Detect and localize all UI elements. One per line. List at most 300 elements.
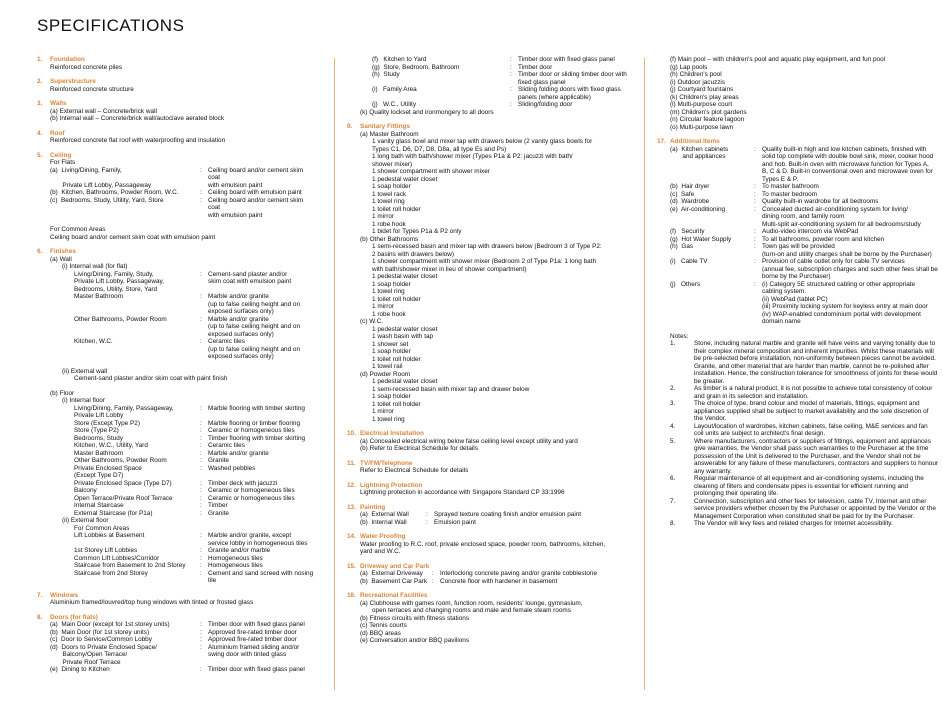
- spec-value: Layout/location of wardrobes, kitchen cabinets, false ceiling, M&E services and fan coil units are subject to architect's final design.: [694, 422, 928, 437]
- spec-label: (a) External Wall: [360, 511, 409, 518]
- spec-label: Bedrooms, Study: [74, 434, 124, 442]
- spec-colon: :: [200, 479, 202, 487]
- spec-text: 1 pedestal water closet: [372, 175, 438, 183]
- spec-row: [657, 288, 939, 296]
- spacer: [347, 453, 629, 460]
- spec-colon: :: [754, 183, 756, 190]
- spec-row: [37, 487, 317, 495]
- spec-value: The Vendor will levy fees and related charges for Internet accessibility.: [694, 520, 893, 527]
- spec-label: (c) Door to Service/Common Lobby: [50, 636, 152, 643]
- spec-value: Granite: [208, 457, 229, 464]
- spec-row: [657, 213, 939, 221]
- spec-label: Bedrooms, Utility, Store, Yard: [74, 285, 158, 293]
- spec-label: (g) Store, Bedroom, Bathroom: [372, 63, 460, 71]
- spec-text: Reinforced concrete flat roof with waterproofing and insulation: [50, 137, 226, 144]
- spec-colon: [754, 168, 762, 176]
- spec-row: [37, 570, 317, 585]
- spec-row: [657, 258, 939, 266]
- spec-colon: :: [200, 547, 202, 554]
- spec-value: Stone, including natural marble and granite will have veins and varying tonality due to their complex mineral composition and inherent impurities. Whilst these materials will be pre-selected before installation, non-uniformity between pieces cannot be avoided. Granite, and other material that are harder than marble, cannot be re-polished after installation. Hence, the construction tolerance for smoothness of joints for these would be greater.: [694, 340, 938, 385]
- spec-value: Marble and/or granite: [208, 449, 269, 457]
- spec-text: 1 shower set: [372, 340, 409, 348]
- spec-text: with bath/shower mixer in lieu of shower compartment): [372, 265, 527, 273]
- spec-value: Quality built-in wardrobe for all bedrooms: [762, 198, 879, 205]
- spec-colon: :: [200, 196, 202, 204]
- spacer: [37, 361, 317, 368]
- spec-text: (g) Lap pools: [670, 63, 708, 71]
- spec-text: 1 vanity glass bowl and mixer tap with drawers below (2 vanity glass bowls for: [372, 138, 593, 145]
- spec-value: Marble flooring or timber flooring: [208, 419, 300, 427]
- spec-value: Connection, subscription and other fees for television, cable TV, Internet and other service providers whether chosen by the Purchaser or appointed by the Vendor or the Management Corporation when constituted shall be paid for by the Purchaser.: [694, 497, 936, 520]
- spec-label: (g) Hot Water Supply: [670, 235, 732, 243]
- spec-row: [347, 56, 629, 64]
- section-number: 9.: [347, 123, 353, 130]
- spec-row: [37, 435, 317, 443]
- spec-row: [657, 340, 939, 385]
- section-heading: [347, 533, 629, 541]
- spec-colon: :: [200, 449, 202, 457]
- spec-colon: :: [200, 666, 202, 673]
- section-number: 5.: [37, 151, 43, 159]
- spec-row: [657, 475, 939, 498]
- spec-label: [670, 288, 754, 296]
- section-number: 1.: [37, 56, 43, 63]
- section-number: 2.: [37, 78, 43, 85]
- spec-colon: [200, 286, 208, 294]
- spec-colon: :: [754, 280, 756, 288]
- spec-label: Master Bathroom: [74, 293, 124, 300]
- spec-label: (i) Cable TV: [670, 258, 708, 265]
- spec-value: [208, 472, 317, 480]
- spec-label: Kitchen, W.C., Utility, Yard: [74, 442, 148, 449]
- spec-value: domain name: [762, 318, 801, 325]
- spec-text: (j) Courtyard fountains: [670, 86, 734, 93]
- spec-text: (k) Children's play areas: [670, 93, 739, 101]
- spec-label: [670, 296, 754, 304]
- spec-row: [657, 153, 939, 161]
- spec-row: [37, 621, 317, 629]
- spacer: [657, 131, 939, 138]
- spec-label: Private Roof Terrace: [50, 658, 121, 666]
- spec-label: (e) Dining to Kitchen: [50, 666, 110, 673]
- spec-label: Lift Lobbies at Basement: [74, 532, 145, 539]
- spec-row: [347, 94, 629, 102]
- spec-value: Sliding/folding door: [518, 101, 573, 108]
- spec-colon: [200, 323, 208, 331]
- spec-label: [670, 168, 754, 176]
- spec-colon: [754, 266, 762, 274]
- spec-colon: [200, 212, 208, 220]
- spec-text: 1 robe hook: [372, 310, 406, 318]
- spec-colon: :: [754, 190, 756, 198]
- spec-value: swing door with tinted glass: [208, 651, 287, 658]
- spec-row: [37, 278, 317, 286]
- spec-text: (b) Refer to Electrical Schedule for details: [360, 445, 478, 452]
- spec-text: 1 soap holder: [372, 393, 411, 400]
- section-number: 11.: [347, 459, 356, 467]
- spec-value: Timber deck with jacuzzi: [208, 479, 278, 487]
- spec-row: [37, 555, 317, 563]
- spec-label: (a) Kitchen cabinets: [670, 145, 729, 153]
- spec-colon: [510, 79, 518, 87]
- spec-text: 1 semi-recessed basin and mixer tap with drawers below (Bedroom 3 of Type P2:: [372, 243, 602, 250]
- spec-label: Private Enclosed Space: [74, 464, 142, 472]
- spec-colon: :: [510, 63, 512, 71]
- spacer: [37, 241, 317, 248]
- spec-row: [657, 273, 939, 281]
- spec-colon: [754, 296, 762, 304]
- spec-value: dining room, and family room: [762, 213, 845, 220]
- spec-colon: :: [200, 166, 202, 174]
- spec-row: [37, 301, 317, 309]
- spacer: [347, 556, 629, 563]
- section-heading: [347, 482, 629, 490]
- spec-row: [657, 206, 939, 214]
- spec-row: [37, 293, 317, 301]
- spec-row: [37, 636, 317, 644]
- spec-row: [37, 197, 317, 212]
- spec-text: 1 mirror: [372, 303, 395, 310]
- spec-value: Approved fire-rated timber door: [208, 628, 297, 636]
- spec-value: Washed pebbles: [208, 464, 256, 472]
- spec-text: 2 basins with drawers below): [372, 250, 455, 258]
- section-heading: [347, 123, 629, 131]
- spec-text: (h) Children's pool: [670, 71, 722, 78]
- section-number: 10.: [347, 430, 356, 437]
- spec-label: [372, 94, 510, 102]
- spec-colon: [754, 153, 762, 161]
- spacer: [37, 585, 317, 592]
- section-number: 15.: [347, 562, 356, 570]
- spec-value: Cement-sand plaster and/or: [208, 270, 288, 278]
- spec-colon: :: [426, 511, 428, 518]
- spec-label: (c) Safe: [670, 190, 695, 198]
- spec-colon: :: [200, 315, 202, 323]
- spec-row: [657, 400, 939, 423]
- spec-text: For Common Areas: [50, 226, 106, 233]
- spec-label: Living/Dining, Family, Passageway,: [74, 404, 174, 412]
- spec-value: Homogeneous tiles: [208, 554, 263, 562]
- spec-text: 1 mirror: [372, 213, 395, 220]
- spec-colon: :: [200, 464, 202, 472]
- spec-row: [37, 346, 317, 354]
- spec-value: (up to false ceiling height and on: [208, 323, 301, 330]
- spec-text: Refer to Electrical Schedule for details: [360, 467, 469, 474]
- spec-label: (f) Security: [670, 228, 705, 235]
- spec-value: Aluminium framed sliding and/or: [208, 643, 300, 651]
- spec-colon: :: [200, 628, 202, 636]
- spec-colon: [754, 311, 762, 319]
- spec-row: [347, 519, 629, 527]
- spec-colon: :: [754, 258, 756, 265]
- spec-text: Reinforced concrete piles: [50, 63, 123, 71]
- spec-row: [657, 520, 939, 528]
- spec-value: Sliding folding doors with fixed glass: [518, 86, 621, 93]
- spec-colon: :: [510, 86, 512, 93]
- spec-row: [347, 79, 629, 87]
- spacer: [347, 475, 629, 482]
- spec-colon: [686, 385, 694, 400]
- spec-value: To master bedroom: [762, 190, 818, 198]
- spec-value: Provision of cable outlet only for cable TV services: [762, 258, 905, 265]
- spec-label: (h) Gas: [670, 243, 694, 250]
- spec-text: (a) Master Bathroom: [360, 130, 419, 138]
- spec-label: 7.: [670, 497, 676, 505]
- spec-value: (annual fee, subscription charges and such other fees shall be: [762, 265, 938, 273]
- spec-value: Timber door or sliding timber door with: [518, 71, 627, 78]
- spec-label: (Except Type D7): [74, 472, 124, 479]
- spec-label: (e) Air-conditioning: [670, 205, 726, 213]
- spec-row: [37, 495, 317, 503]
- spec-label: Staircase from 2nd Storey: [74, 569, 148, 577]
- spec-colon: :: [754, 198, 756, 205]
- spec-row: [37, 420, 317, 428]
- spec-text: (a) Concealed electrical wiring below false ceiling level except utility and yard: [360, 437, 578, 445]
- spec-row: [37, 510, 317, 518]
- spec-colon: [754, 251, 762, 259]
- spec-text: (b) Fitness circuits with fitness stations: [360, 614, 470, 622]
- spec-value: Types E & P.: [762, 175, 799, 183]
- section-title: Ceiling: [50, 151, 72, 159]
- spacer: [37, 607, 317, 614]
- section-title: Driveway and Car Park: [360, 562, 430, 570]
- spec-label: [670, 318, 754, 326]
- spec-row: [657, 318, 939, 326]
- spec-colon: :: [200, 404, 202, 412]
- spacer: [37, 145, 317, 152]
- spec-label: Balcony/Open Terrace/: [50, 651, 128, 658]
- spec-colon: [754, 176, 762, 184]
- spec-label: (b) Kitchen, Bathrooms, Powder Room, W.C.: [50, 189, 179, 196]
- spec-text: (b) Internal wall – Concrete/brick wall/autoclave aerated block: [50, 115, 225, 122]
- spec-text: (ii) External wall: [62, 367, 108, 375]
- spec-value: Audio-video intercom via WebPad: [762, 228, 859, 235]
- spec-text: 1 soap holder: [372, 183, 411, 190]
- section-heading: [37, 130, 317, 138]
- spec-text: Types C1, D6, D7, D8, D8a, all type Es and Ps): [372, 145, 507, 153]
- spec-value: (ii) WebPad (tablet PC): [762, 295, 828, 303]
- spec-value: Timber door with fixed glass panel: [208, 666, 305, 673]
- spec-value: Marble flooring with timber skirting: [208, 404, 305, 412]
- spec-text: 1 towel rack: [372, 190, 407, 198]
- spec-colon: :: [200, 189, 202, 196]
- spec-label: 5.: [670, 437, 676, 445]
- spec-value: Timber: [208, 502, 228, 509]
- spec-value: (up to false ceiling height and on: [208, 300, 301, 308]
- spec-text: For Common Areas: [74, 524, 130, 532]
- spec-label: (b) Hair dryer: [670, 183, 710, 190]
- spec-row: [37, 547, 317, 555]
- section-heading: [37, 592, 317, 600]
- section-heading: [657, 138, 939, 146]
- spec-colon: :: [426, 518, 428, 526]
- spec-label: 3.: [670, 400, 676, 407]
- spec-value: Marble and/or granite: [208, 315, 269, 323]
- section-title: TV/FM/Telephone: [360, 459, 413, 467]
- spec-colon: :: [200, 427, 202, 434]
- spec-row: [37, 457, 317, 465]
- spec-row: [657, 438, 939, 476]
- spec-colon: [200, 659, 208, 667]
- spec-row: [37, 167, 317, 182]
- spec-value: fixed glass panel: [518, 78, 566, 86]
- spec-label: (d) Wardrobe: [670, 198, 710, 205]
- spec-text: 1 long bath with bath/shower mixer (Types P1a & P2: jacuzzi with bath/: [372, 153, 573, 160]
- spec-text: 1 towel ring: [372, 288, 405, 295]
- spacer: [37, 93, 317, 100]
- spec-label: Internal Staircase: [74, 502, 124, 509]
- spec-label: (i) Family Area: [372, 86, 417, 93]
- spec-row: [37, 353, 317, 361]
- spec-label: Common Lift Lobbies/Corridor: [74, 554, 160, 562]
- spec-row: [37, 212, 317, 220]
- spec-row: [37, 405, 317, 413]
- spec-colon: :: [200, 509, 202, 517]
- spec-row: [657, 498, 939, 521]
- spec-label: 6.: [670, 475, 676, 482]
- section-heading: [37, 78, 317, 86]
- spec-text: 1 pedestal water closet: [372, 378, 438, 385]
- section-heading: [37, 248, 317, 256]
- spec-colon: :: [200, 636, 202, 643]
- section-heading: [347, 460, 629, 468]
- spec-value: solid top complete with double bowl sink, mixer, cooker hood: [762, 153, 934, 160]
- spec-text: 1 towel rail: [372, 363, 403, 370]
- spec-colon: [754, 221, 762, 229]
- spec-colon: [754, 273, 762, 281]
- spec-row: [347, 86, 629, 94]
- spec-colon: :: [200, 554, 202, 562]
- spacer: [37, 71, 317, 78]
- spec-colon: [200, 651, 208, 659]
- spec-text: Ceiling board and/or cement skim coat with emulsion paint: [50, 233, 216, 241]
- spec-value: (up to false ceiling height and on: [208, 345, 301, 353]
- spec-colon: :: [200, 562, 202, 569]
- section-title: Doors (for flats): [50, 613, 98, 621]
- spec-colon: [754, 318, 762, 326]
- spec-row: [37, 472, 317, 480]
- spec-colon: :: [200, 643, 202, 651]
- spec-colon: :: [200, 293, 202, 300]
- spec-colon: [686, 520, 694, 528]
- spec-row: [347, 71, 629, 79]
- section-heading: [347, 592, 629, 600]
- spec-text: 1 towel ring: [372, 415, 405, 423]
- spec-label: [372, 79, 510, 87]
- spec-colon: :: [200, 270, 202, 278]
- spec-text: (l) Multi-purpose court: [670, 101, 733, 108]
- spec-label: Other Bathrooms, Powder Room: [74, 315, 167, 323]
- spec-text: 1 robe hook: [372, 220, 406, 228]
- spec-row: [37, 666, 317, 674]
- section-title: Painting: [360, 503, 386, 511]
- spec-label: and appliances: [670, 153, 726, 160]
- spec-row: [37, 412, 317, 420]
- spec-value: B, C & D. Built-in conventional oven and microwave oven for: [762, 168, 933, 175]
- section-title: Roof: [50, 129, 65, 137]
- spec-text: 1 toilet roll holder: [372, 400, 421, 408]
- section-title: Additional Items: [670, 138, 720, 145]
- spec-text: (i) Outdoor jacuzzis: [670, 78, 726, 86]
- spec-value: Ceiling board with emulsion paint: [208, 189, 302, 196]
- spec-colon: [200, 353, 208, 361]
- spec-text: (ii) External floor: [62, 517, 109, 524]
- spec-value: Ceramic or homogeneous tiles: [208, 494, 295, 502]
- spec-column-1: [37, 56, 317, 674]
- spec-label: [670, 311, 754, 319]
- spec-text: 1 bidet for Types P1a & P2 only: [372, 228, 462, 235]
- spec-text: Lightning protection in accordance with Singapore Standard CP 33:1996: [360, 489, 565, 496]
- section-title: Sanitary Fittings: [360, 123, 411, 130]
- section-title: Lightning Protection: [360, 481, 423, 489]
- spec-value: cabling system.: [762, 288, 807, 295]
- spec-row: [37, 331, 317, 339]
- spec-label: [74, 540, 200, 548]
- spec-label: [670, 251, 754, 259]
- spec-row: [347, 578, 629, 586]
- spec-text: 1 toilet roll holder: [372, 295, 421, 303]
- spec-colon: [686, 475, 694, 498]
- spec-row: [657, 221, 939, 229]
- spec-value: Ceiling board and/or cement skim coat: [208, 196, 304, 211]
- spec-row: [657, 243, 939, 251]
- spec-colon: [200, 346, 208, 354]
- section-heading: [37, 152, 317, 160]
- spec-label: [670, 273, 754, 281]
- spec-text: (o) Multi-purpose lawn: [670, 123, 734, 131]
- spec-label: [74, 346, 200, 354]
- spec-colon: [754, 303, 762, 311]
- spec-value: To all bathrooms, powder room and kitchen: [762, 235, 885, 243]
- spacer: [37, 383, 317, 390]
- spec-row: [657, 296, 939, 304]
- spec-label: (j) W.C., Utility: [372, 101, 417, 108]
- spec-value: exposed surfaces only): [208, 308, 274, 315]
- section-title: Finishes: [50, 248, 76, 255]
- spec-value: service lobby in homogeneous tiles: [208, 539, 308, 547]
- spec-row: [37, 659, 317, 667]
- spec-text: open terraces and changing rooms and male and female steam rooms: [372, 607, 571, 614]
- spec-label: Private Lift Lobby: [74, 412, 124, 419]
- spec-value: [208, 412, 317, 420]
- spec-row: [37, 271, 317, 279]
- spec-text: 1 semi-recessed basin with mixer tap and drawer below: [372, 385, 530, 393]
- spec-text: 1 towel ring: [372, 198, 405, 205]
- section-number: 16.: [347, 592, 356, 599]
- spec-column-2: [347, 56, 629, 645]
- spec-colon: :: [200, 494, 202, 502]
- spacer: [347, 423, 629, 430]
- spec-colon: [200, 331, 208, 339]
- spec-text: (d) Powder Room: [360, 370, 411, 378]
- spacer: [347, 526, 629, 533]
- spec-row: [37, 540, 317, 548]
- spec-label: [670, 303, 754, 311]
- spec-row: [657, 385, 939, 400]
- section-title: Recreational Facilities: [360, 592, 428, 599]
- spec-text: (a) Clubhouse with games room, function room, residents' lounge, gymnasium,: [360, 599, 583, 607]
- section-title: Superstructure: [50, 78, 96, 85]
- spec-row: [37, 442, 317, 450]
- spec-label: 4.: [670, 422, 676, 430]
- spec-row: [37, 651, 317, 659]
- section-number: 8.: [37, 613, 43, 621]
- spec-text: 1 soap holder: [372, 348, 411, 355]
- spec-text: (b) Other Bathrooms: [360, 235, 419, 243]
- spec-text: Water proofing to R.C. roof, private enclosed space, powder room, bathrooms, kitchen,: [360, 540, 606, 548]
- spec-value: Quality built-in high and low kitchen cabinets, finished with: [762, 145, 927, 153]
- spec-value: exposed surfaces only): [208, 330, 274, 338]
